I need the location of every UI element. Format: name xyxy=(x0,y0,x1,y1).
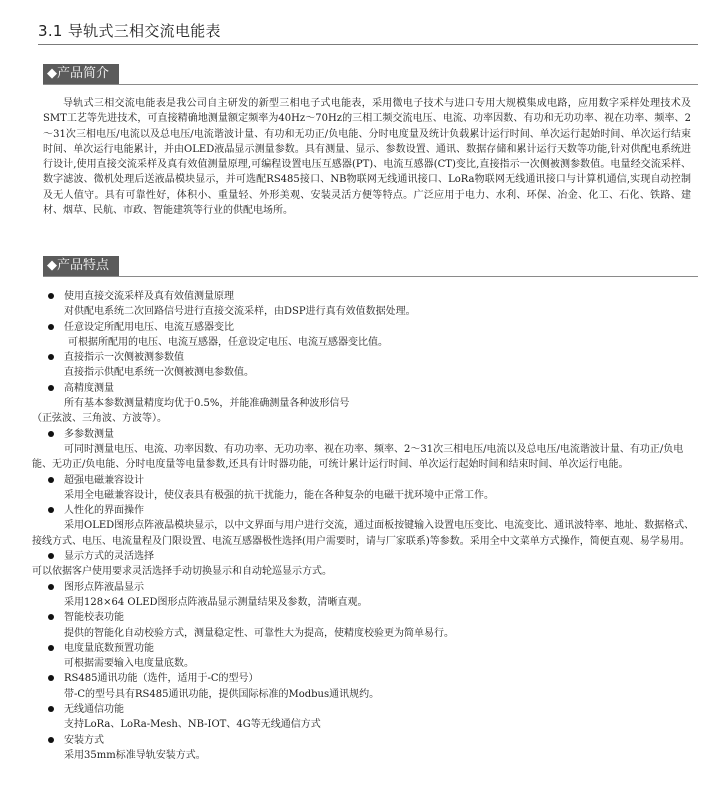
feature-item xyxy=(48,610,696,641)
heading-number: 3.1 xyxy=(38,22,63,40)
section-header-intro: ◆产品简介 xyxy=(43,64,119,84)
feature-item xyxy=(48,641,696,672)
bullet-icon xyxy=(48,477,54,483)
section-divider-intro xyxy=(43,84,698,85)
feature-title: 人性化的界面操作 xyxy=(64,505,144,517)
feature-desc: 对供配电系统二次回路信号进行直接交流采样，由DSP进行真有效值数据处理。 xyxy=(64,306,416,318)
feature-desc: 采用OLED图形点阵液晶模块显示，以中文界面与用户进行交流，通过面板按键输入设置电压变比、电流变比、通讯波特率、地址、数据格式、接线方式、电压、电流量程及门限设置、电流互感器极性选择(用户需要时，请与厂家联系)等参数。采用全中文菜单方式操作，简便直观、易学易用。 xyxy=(32,520,695,547)
section-divider-features xyxy=(43,276,698,277)
feature-item xyxy=(48,671,696,702)
bullet-icon xyxy=(48,737,54,743)
feature-item xyxy=(48,580,696,611)
feature-desc-continued: （正弦波、三角波、方波等）。 xyxy=(32,413,167,425)
feature-list xyxy=(32,289,696,763)
feature-title: 高精度测量 xyxy=(64,382,114,394)
feature-desc: 带-C的型号具有RS485通讯功能，提供国际标准的Modbus通讯规约。 xyxy=(64,688,380,700)
feature-item xyxy=(32,427,696,473)
feature-desc: 可同时测量电压、电流、功率因数、有功功率、无功功率、视在功率、频率、2～31次三相电压/电流以及总电压/电流谐波计量、有功正/负电能、无功正/负电能、分时电度量等电量参数,还具有计时器功能，可统计累计运行时间、单次运行起始时间和结束时间、单次运行电能。 xyxy=(32,443,684,471)
page-title xyxy=(38,20,221,41)
feature-item xyxy=(48,473,696,504)
feature-desc: 采用全电磁兼容设计，使仪表具有极强的抗干扰能力，能在各种复杂的电磁干扰环境中正常工作。 xyxy=(64,489,494,501)
bullet-icon xyxy=(48,553,54,559)
feature-item xyxy=(48,350,696,381)
feature-desc: 所有基本参数测量精度均优于0.5%，并能准确测量各种波形信号 xyxy=(64,398,350,410)
feature-desc: 采用128×64 OLED图形点阵液晶显示测量结果及参数，清晰直观。 xyxy=(64,596,368,608)
feature-desc: 直接指示供配电系统一次侧被测电参数值。 xyxy=(64,367,254,379)
feature-item xyxy=(32,503,696,549)
heading-text: 导轨式三相交流电能表 xyxy=(67,22,221,40)
feature-title: 显示方式的灵活选择 xyxy=(64,551,154,563)
feature-item xyxy=(32,381,696,427)
feature-desc: 采用35mm标准导轨安装方式。 xyxy=(64,749,206,761)
bullet-icon xyxy=(48,645,54,651)
feature-desc: 可根据需要输入电度量底数。 xyxy=(64,658,194,670)
bullet-icon xyxy=(48,584,54,590)
feature-desc: 支持LoRa、LoRa-Mesh、NB-IOT、4G等无线通信方式 xyxy=(64,719,321,731)
feature-title: 使用直接交流采样及真有效值测量原理 xyxy=(64,291,234,302)
feature-desc: 提供的智能化自动校验方式，测量稳定性、可靠性大为提高，使精度校验更为简单易行。 xyxy=(64,627,454,639)
feature-item xyxy=(48,289,696,320)
feature-title: RS485通讯功能（选件，适用于-C的型号） xyxy=(64,673,259,685)
intro-paragraph xyxy=(43,96,691,218)
intro-text: 导轨式三相交流电能表是我公司自主研发的新型三相电子式电能表，采用微电子技术与进口专用大规模集成电路，应用数字采样处理技术及SMT工艺等先进技术，可直接精确地测量额定频率为40Hz～70Hz的三相工频交流电压、电流、功率因数、有功和无功功率、视在功率、频率、2～31次三相电压/电流以及总电压/电流谐波计量、有功和无功正/负电能、分时电度量及统计负载累计运行时间、单次运行起始时间、单次运行结束时间、单次运行电能累计，并由OLED液晶显示测量参数。具有测量、显示、参数设置、通讯、数据存储和累计运行天数等功能,针对供配电系统进行设计,使用直接交流采样及真有效值测量原理,可编程设置电压互感器(PT)、电流互感器(CT)变比,直接指示一次侧被测参数值。电量经交流采样、数字滤波、微机处理后送液晶模块显示，并可选配RS485接口、NB物联网无线通讯接口、LoRa物联网无线通讯接口与计算机通信,实现自动控制及无人值守。具有可靠性好，体积小、重量轻、外形美观、安装灵活方便等特点。广泛应用于电力、水利、环保、冶金、化工、石化、铁路、建材、烟草、民航、市政、智能建筑等行业的供配电场所。 xyxy=(43,98,691,217)
feature-desc: 可以依据客户使用要求灵活选择手动切换显示和自动轮巡显示方式。 xyxy=(32,566,332,578)
feature-item xyxy=(48,320,696,351)
bullet-icon xyxy=(48,293,54,299)
bullet-icon xyxy=(48,324,54,330)
feature-item xyxy=(48,702,696,733)
feature-title: 智能校表功能 xyxy=(64,612,124,624)
feature-title: 超强电磁兼容设计 xyxy=(64,474,144,486)
bullet-icon xyxy=(48,385,54,391)
feature-title: 无线通信功能 xyxy=(64,704,124,716)
bullet-icon xyxy=(48,706,54,712)
feature-title: 安装方式 xyxy=(64,734,104,746)
feature-title: 多参数测量 xyxy=(64,428,114,440)
feature-item xyxy=(32,549,696,580)
feature-title: 电度量底数预置功能 xyxy=(64,642,154,654)
feature-title: 直接指示一次侧被测参数值 xyxy=(64,352,184,364)
bullet-icon xyxy=(48,431,54,437)
feature-desc: 可根据所配用的电压、电流互感器，任意设定电压、电流互感器变比值。 xyxy=(68,336,388,348)
feature-title: 图形点阵液晶显示 xyxy=(64,581,144,593)
feature-item xyxy=(48,733,696,764)
title-divider xyxy=(38,44,698,45)
section-header-features: ◆产品特点 xyxy=(43,256,119,276)
feature-title: 任意设定所配用电压、电流互感器变比 xyxy=(64,321,234,333)
